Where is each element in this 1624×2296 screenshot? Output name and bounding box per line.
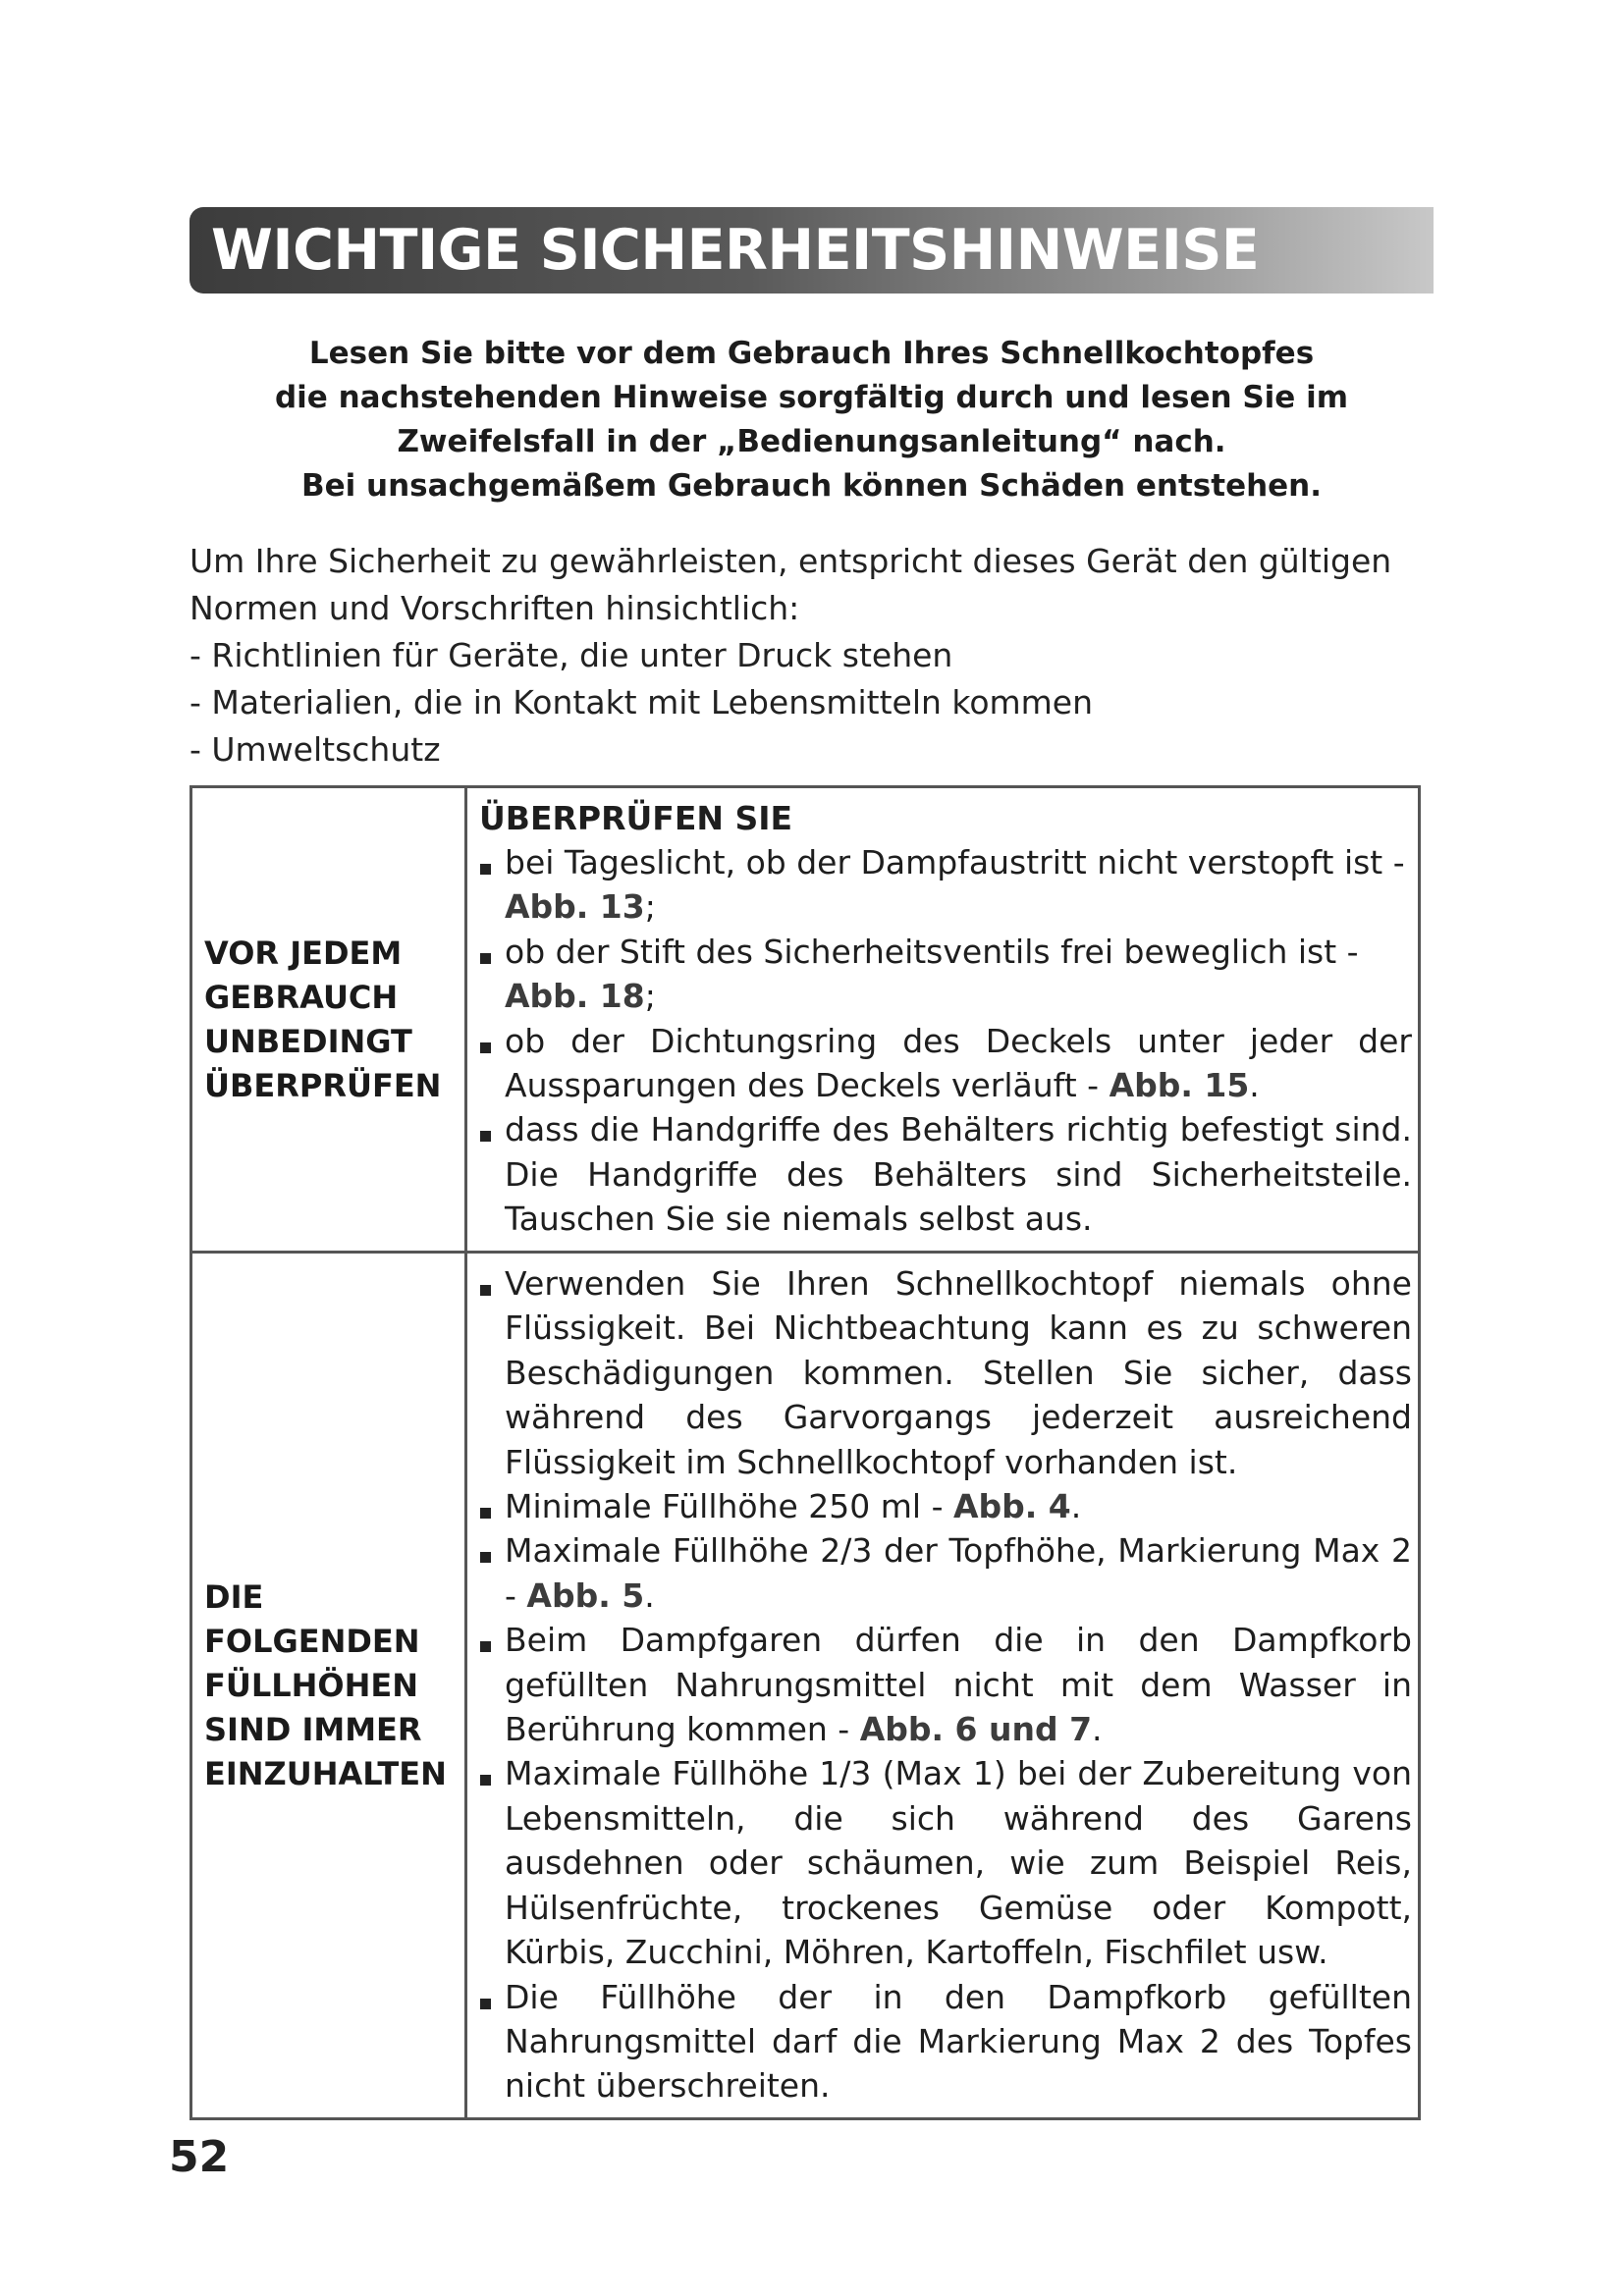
norms-item: - Materialien, die in Kontakt mit Lebensmitteln kommen [189,683,1094,721]
figure-reference: Abb. 4 [952,1487,1071,1526]
item-text: Verwenden Sie Ihren Schnellkochtopf niemals ohne Flüssigkeit. Bei Nichtbeachtung kann es zu schweren Beschädigungen kommen. Stellen Sie sicher, dass während des Garvorgangs jederzeit ausreichend Flüssigkeit im Schnellkochtopf vorhanden ist. [505,1264,1412,1481]
item-tail: . [1249,1066,1260,1105]
fill-level-list [479,1261,1412,2109]
page-number: 52 [169,2132,230,2182]
list-item [479,840,1412,930]
table-row-fill-levels [191,1253,1420,2119]
norms-item: - Umweltschutz [189,730,441,769]
list-item [479,1528,1412,1618]
item-tail: . [1070,1487,1082,1526]
item-tail: ; [644,977,656,1016]
norms-list [189,632,1446,774]
row-label-line: EINZUHALTEN [204,1754,447,1792]
item-text: Die Füllhöhe der in den Dampfkorb gefüllten Nahrungsmittel darf die Markierung Max 2 des Topfes nicht überschreiten. [505,1977,1412,2106]
item-text: Maximale Füllhöhe 1/3 (Max 1) bei der Zubereitung von Lebensmitteln, die sich während des Garens ausdehnen oder schäumen, wie zum Beispiel Reis, Hülsenfrüchte, trockenes Gemüse oder Kompott, Kürbis, Zucchini, Möhren, Kartoffeln, Fischfilet usw. [505,1754,1412,1972]
list-item [479,1484,1412,1528]
safety-table [189,785,1421,2120]
row-label-fill-levels [191,1253,466,2119]
bullet-square-icon [480,864,491,875]
item-text: Minimale Füllhöhe 250 ml - [505,1487,944,1526]
row-label-line: DIE [204,1577,264,1616]
list-item [479,1019,1412,1108]
bullet-square-icon [480,1508,491,1519]
item-text: dass die Handgriffe des Behälters richtig befestigt sind. Die Handgriffe des Behälters sind Sicherheitsteile. Tauschen Sie sie niemals selbst aus. [505,1110,1412,1239]
norms-section [189,538,1446,774]
row-label-line: UNBEDINGT [204,1022,412,1060]
intro-warning [189,332,1434,508]
table-row-check [191,787,1420,1253]
section-title: WICHTIGE SICHERHEITSHINWEISE [211,218,1260,283]
row-label-line: VOR JEDEM [204,934,403,972]
item-tail: ; [644,887,656,927]
item-text: ob der Dichtungsring des Deckels unter jeder der Aussparungen des Deckels verläuft - [505,1021,1412,1105]
bullet-square-icon [480,1775,491,1786]
row-content-fill-levels [466,1253,1420,2119]
row-label-line: ÜBERPRÜFEN [204,1066,442,1104]
section-title-banner [189,207,1434,294]
item-text: ob der Stift des Sicherheitsventils frei beweglich ist - [505,932,1359,971]
list-item [479,930,1412,1019]
item-text: bei Tageslicht, ob der Dampfaustritt nicht verstopft ist - [505,843,1405,881]
figure-reference: Abb. 6 und 7 [859,1710,1093,1749]
check-heading: ÜBERPRÜFEN SIE [479,799,793,837]
bullet-square-icon [480,953,491,964]
figure-reference: Abb. 13 [505,887,645,927]
figure-reference: Abb. 5 [526,1575,645,1615]
bullet-square-icon [480,1131,491,1142]
item-text: Maximale Füllhöhe 2/3 der Topfhöhe, Markierung Max 2 - [505,1531,1412,1615]
row-label-line: FOLGENDEN [204,1622,420,1660]
item-tail: . [1092,1710,1103,1749]
list-item [479,1261,1412,1484]
figure-reference: Abb. 18 [505,977,645,1016]
check-list [479,840,1412,1242]
norms-item: - Richtlinien für Geräte, die unter Druck stehen [189,636,953,674]
intro-line: die nachstehenden Hinweise sorgfältig durch und lesen Sie im [274,380,1349,415]
list-item [479,1975,1412,2109]
item-tail: . [644,1575,655,1615]
row-content-check [466,787,1420,1253]
intro-line: Lesen Sie bitte vor dem Gebrauch Ihres Schnellkochtopfes [308,336,1315,371]
norms-text: Um Ihre Sicherheit zu gewährleisten, entspricht dieses Gerät den gültigen Normen und Vorschriften hinsichtlich: [189,542,1392,627]
bullet-square-icon [480,1552,491,1563]
item-text: Beim Dampfgaren dürfen die in den Dampfkorb gefüllten Nahrungsmittel nicht mit dem Wasser in Berührung kommen - [505,1621,1412,1749]
figure-reference: Abb. 15 [1109,1066,1250,1105]
row-label-line: GEBRAUCH [204,978,399,1016]
bullet-square-icon [480,1641,491,1652]
intro-line: Bei unsachgemäßem Gebrauch können Schäden entstehen. [300,468,1323,504]
bullet-square-icon [480,1285,491,1296]
list-item [479,1618,1412,1751]
list-item [479,1751,1412,1974]
intro-line: Zweifelsfall in der „Bedienungsanleitung“ nach. [397,424,1226,459]
row-label-check [191,787,466,1253]
bullet-square-icon [480,1042,491,1053]
row-label-line: FÜLLHÖHEN [204,1666,419,1704]
row-label-line: SIND IMMER [204,1710,422,1748]
list-item [479,1107,1412,1241]
bullet-square-icon [480,1999,491,2009]
